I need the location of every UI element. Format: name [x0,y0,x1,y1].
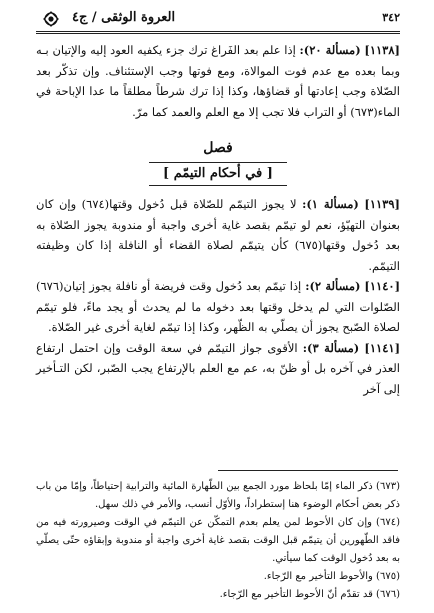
ornament-icon [36,8,66,30]
running-header [36,8,400,30]
section-title: فصل [203,140,233,156]
paragraph [36,194,400,276]
paragraph-text: الأقوى جواز التيمّم في سعة الوقت وإن احتمل ارتفاع العذر في آخره بل أو ظنّ به، عم مع العلم بالإرتفاع يجب الصّبر، لكن التـأخير إلى آخر [36,340,400,396]
footnotes [36,478,400,604]
paragraph [36,338,400,400]
paragraph-number: [١١٣٩] [364,197,400,211]
issue-label: (مسألة ٢٠): [299,43,361,57]
paragraph [36,276,400,338]
paragraph-text: إذا تيمّم بعد دُخول وقت فريضة أو نافلة يجوز إتيان(٦٧٦) الصّلوات التي لم يدخل وقتها بعد دخوله ما لم يحدث أو يجد ماءً، فلو تيمّم لصلاة الصّبح يجوز أن يصلّي به الظّهر، وكذا إذا تيمّم لغاية أخرى غير الصّلاة. [36,279,400,334]
page-number: ٣٤٢ [382,11,400,24]
paragraph-text: إذا علم بعد الفَراغ ترك جزء يكفيه العود إليه والإتيان بـه وبما بعده مع عدم فوت الموالاة، ومع فوتها وجب الإستئناف. وإن تذكّر بعد الصّلاة وجب إعادتها أو قضاؤها، وكذا إذا ترك شرطاً مطلقاً ما عدا الإباحة في الماء(٦٧٣) أو التراب فلا تجب إلا مع العلم والعمد كما مرّ. [36,43,400,119]
footnote: (٦٧٤) وإن كان الأحوط لمن يعلم بعدم التمكّن عن التيمّم في الوقت وصيرورته فيه من فاقد الطّهورين أن يتيمّم قبل الوقت بقصد غاية أخرى واجبة أو مندوبة وإبقاؤه حتّى يصلّي به بعد دُخول الوقت كما سيأتي. [36,517,400,564]
paragraph-number: [١١٣٨] [364,43,400,57]
paragraph-number: [١١٤٠] [364,279,401,293]
issue-label: (مسألة ٢): [305,279,361,293]
issue-label: (مسألة ٣): [302,340,360,355]
section-subtitle: [ في أحكام التيمّم ] [149,162,287,186]
main-text [36,40,400,399]
footnote: (٦٧٦) قد تقدّم أنّ الأحوط التأخير مع الرّجاء. [219,589,400,600]
paragraph [36,40,400,122]
paragraph-text: لا يجوز التيمّم للصّلاة قبل دُخول وقتها(٦٧٤) وإن كان بعنوان التهيّؤ، نعم لو تيمّم بقصد غاية أخرى واجبة أو مندوبة يجوز الصّلاة به بعد دُخول وقتها(٦٧٥) كأن يتيمّم لصلاة القضاء أو النافلة إذا كان وظيفته التيمّم. [36,197,400,273]
footnote: (٦٧٥) والأحوط التأخير مع الرّجاء. [263,571,400,582]
issue-label: (مسألة ١): [302,197,359,211]
book-title: العروة الوثقى / ج٤ [72,10,176,25]
header-rule [36,31,400,32]
footnote-rule [218,470,398,471]
header-rule-double [36,33,400,34]
footnote: (٦٧٣) ذكر الماء إمّا بلحاظ مورد الجمع بين الطّهارة المائية والترابية إحتياطاً، وإمّا من باب ذكر بعض أحكام الوضوء هنا إستطراداً، والأوّل أنسب، والأمر في ذلك سهل. [36,481,400,510]
paragraph-number: [١١٤١] [364,340,401,355]
